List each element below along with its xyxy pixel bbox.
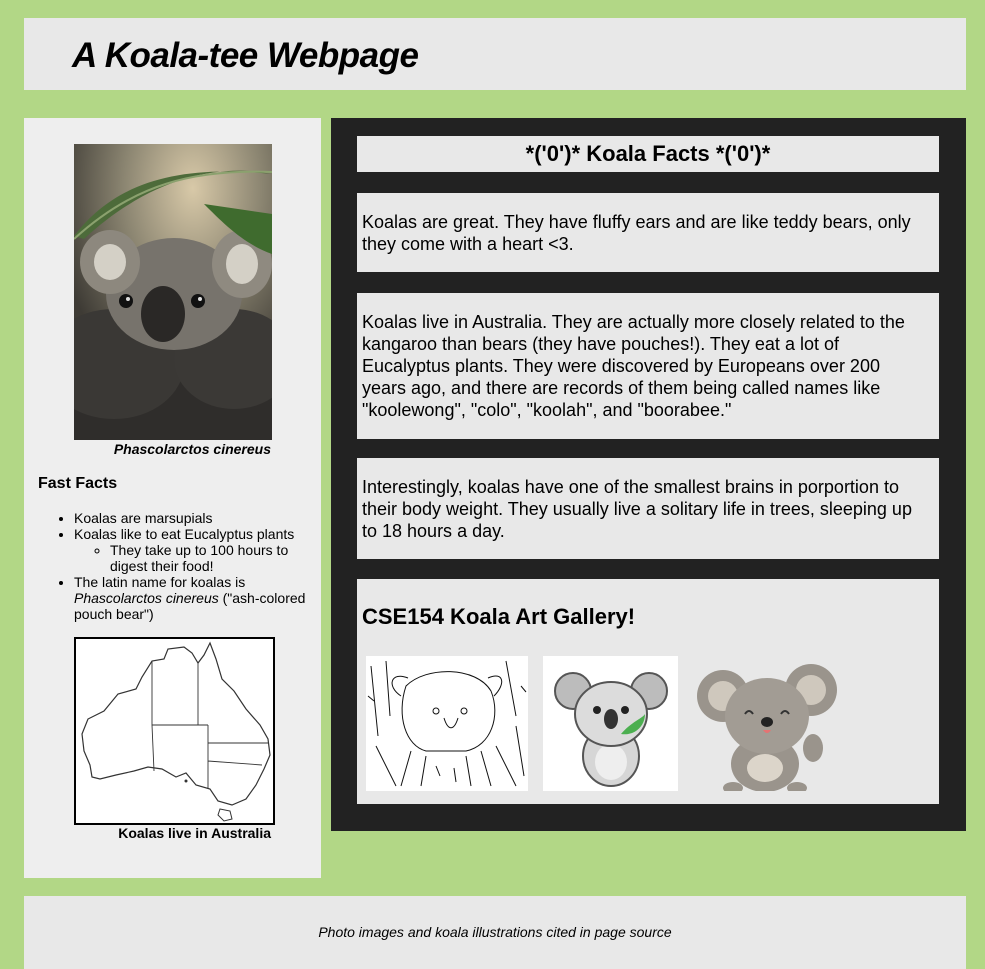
sidebar <box>24 118 321 878</box>
list-item: • Koalas are marsupials <box>74 510 308 526</box>
koala-waving-art <box>693 656 843 791</box>
koala-facts-heading: *('0')* Koala Facts *('0')* <box>357 136 939 172</box>
koala-sketch-art <box>366 656 528 791</box>
main-content <box>331 118 966 831</box>
fast-facts-list <box>38 510 308 622</box>
fact-box <box>357 293 939 439</box>
koala-leaf-art <box>543 656 678 791</box>
gallery-title: CSE154 Koala Art Gallery! <box>362 604 636 629</box>
list-item: • Koalas like to eat Eucalyptus plants ◦ They take up to 100 hours to digest their food! <box>74 526 308 574</box>
footer-citation: Photo images and koala illustrations cited in page source <box>318 924 672 940</box>
koala-photo <box>74 144 272 440</box>
fast-facts-title: Fast Facts <box>38 475 118 492</box>
fact-paragraph: Interestingly, koalas have one of the smallest brains in porportion to their body weight. They usually live a solitary life in trees, sleeping up to 18 hours a day. <box>362 477 912 541</box>
page-footer <box>24 896 966 969</box>
fact-paragraph: Koalas live in Australia. They are actually more closely related to the kangaroo than bears (they have pouches!). They eat a lot of Eucalyptus plants. They were discovered by Europeans over 200 years ago, and there are records of them being called names like "koolewong", "colo", "koolah", and "boorabee." <box>362 312 905 420</box>
australia-map <box>74 637 275 825</box>
fact-paragraph: Koalas are great. They have fluffy ears and are like teddy bears, only they come with a heart <3. <box>362 212 911 254</box>
map-caption: Koalas live in Australia <box>118 825 271 841</box>
fact-box <box>357 193 939 272</box>
page-header <box>24 18 966 90</box>
list-item: • The latin name for koalas is Phascolarctos cinereus ("ash-colored pouch bear") <box>74 574 308 622</box>
list-item: ◦ They take up to 100 hours to digest their food! <box>110 542 308 574</box>
photo-caption: Phascolarctos cinereus <box>113 441 271 457</box>
art-gallery <box>357 579 939 804</box>
fact-box <box>357 458 939 559</box>
page-title: A Koala-tee Webpage <box>72 36 419 75</box>
